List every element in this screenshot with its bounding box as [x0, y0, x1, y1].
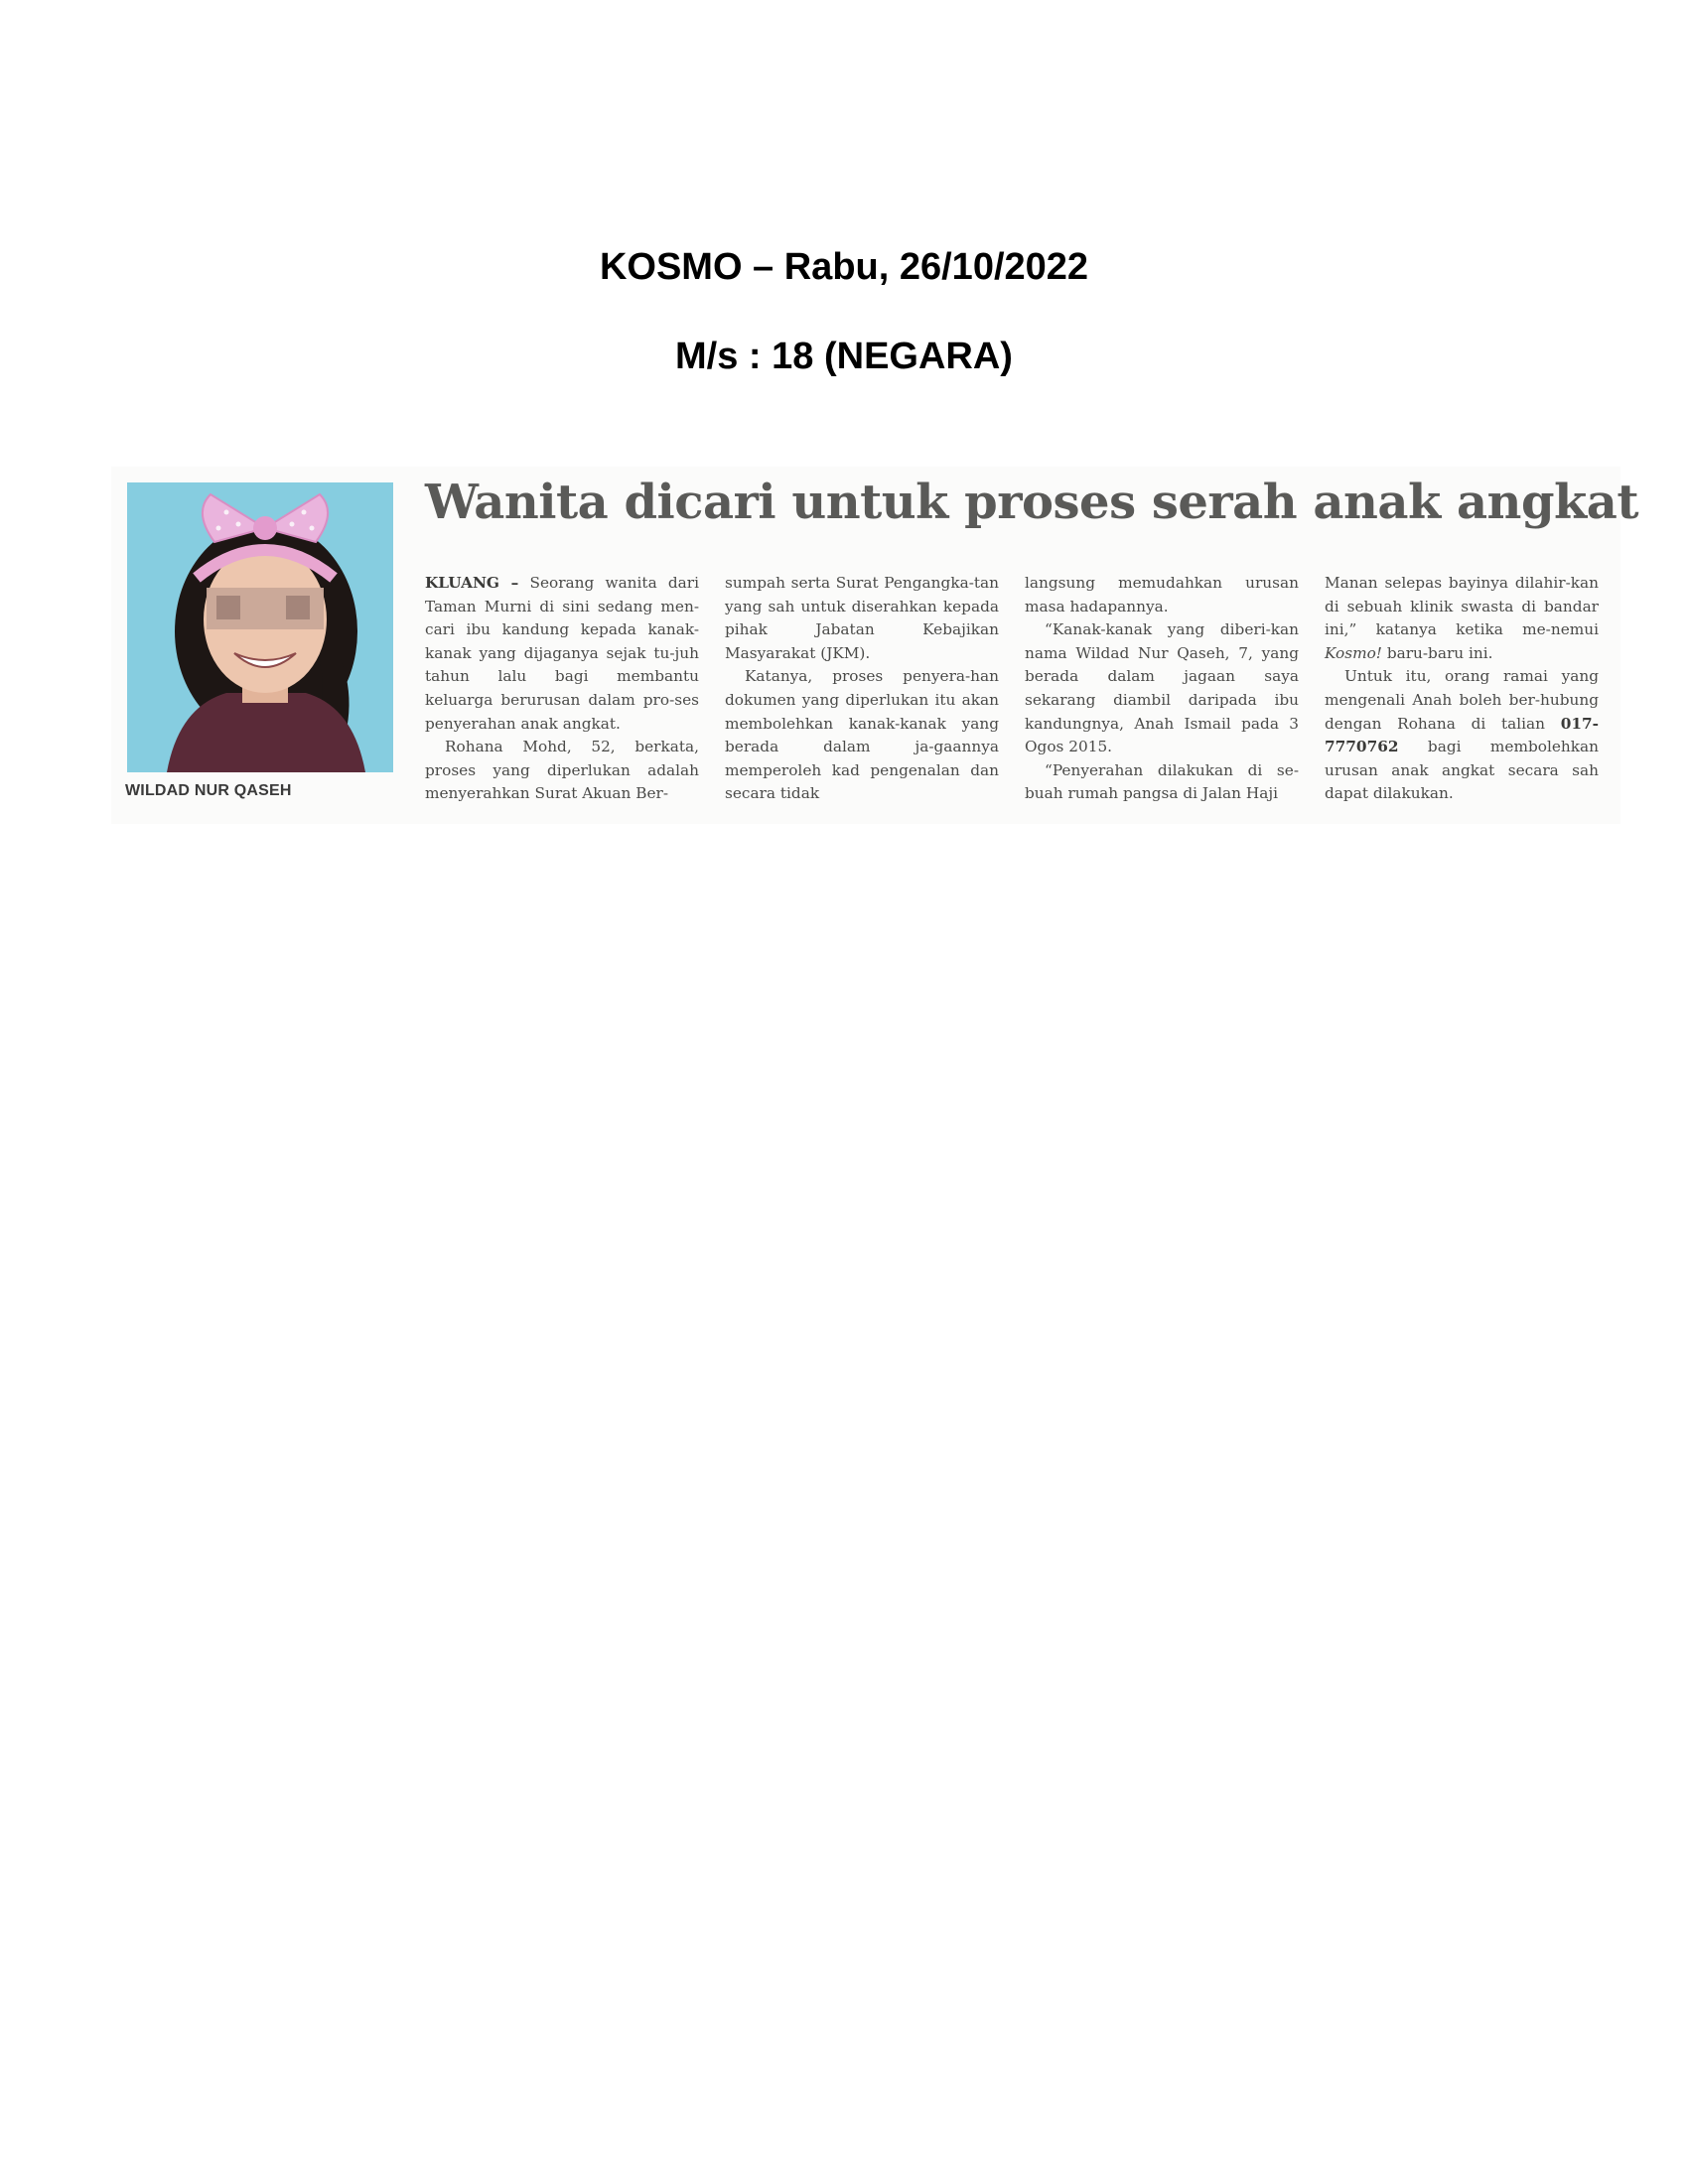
paragraph-text: baru-baru ini.	[1381, 643, 1493, 662]
newspaper-clipping	[111, 467, 1639, 824]
paragraph	[425, 572, 699, 736]
paragraph: “Kanak-kanak yang diberi-kan nama Wildad Nur Qaseh, 7, yang berada dalam jagaan saya sekarang diambil daripada ibu kandungnya, Anah Ismail pada 3 Ogos 2015.	[1025, 620, 1299, 756]
article-column-4	[1325, 572, 1599, 806]
article-headline: Wanita dicari untuk proses serah anak angkat	[425, 475, 1639, 530]
article-column-3	[1025, 572, 1299, 806]
child-photo	[127, 482, 393, 772]
paragraph: Rohana Mohd, 52, berkata, proses yang diperlukan adalah menyerahkan Surat Akuan Ber-	[425, 738, 699, 803]
article-column-1	[425, 572, 699, 806]
paragraph	[1325, 572, 1599, 665]
paragraph-text: bagi membolehkan urusan anak angkat secara sah dapat dilakukan.	[1325, 738, 1599, 803]
paragraph: “Penyerahan dilakukan di se-buah rumah pangsa di Jalan Haji	[1025, 760, 1299, 803]
paragraph	[1325, 665, 1599, 806]
paragraph: langsung memudahkan urusan masa hadapannya.	[1025, 574, 1299, 615]
publication-name: Kosmo!	[1325, 643, 1382, 662]
paragraph-text: Untuk itu, orang ramai yang mengenali Anah boleh ber-hubung dengan Rohana di talian	[1325, 667, 1599, 733]
paragraph: sumpah serta Surat Pengangka-tan yang sah untuk diserahkan kepada pihak Jabatan Kebajikan Masyarakat (JKM).	[725, 574, 999, 662]
dateline: KLUANG –	[425, 574, 519, 592]
phone-number: 017-7770762	[1325, 714, 1599, 756]
page-section-line: M/s : 18 (NEGARA)	[675, 336, 1013, 377]
photo-caption: WILDAD NUR QASEH	[125, 782, 292, 799]
article-column-2	[725, 572, 999, 806]
paragraph-text: Seorang wanita dari Taman Murni di sini sedang men-cari ibu kandung kepada kanak-kanak yang dijaganya sejak tu-juh tahun lalu bagi membantu keluarga berurusan dalam pro-ses penyerahan anak angkat.	[425, 574, 699, 733]
publication-date-line: KOSMO – Rabu, 26/10/2022	[599, 246, 1089, 288]
paragraph-text: Manan selepas bayinya dilahir-kan di sebuah klinik swasta di bandar ini,” katanya ketika me-nemui	[1325, 574, 1599, 639]
paragraph: Katanya, proses penyera-han dokumen yang diperlukan itu akan membolehkan kanak-kanak yang berada dalam ja-gaannya memperoleh kad pengenalan dan secara tidak	[725, 667, 999, 803]
